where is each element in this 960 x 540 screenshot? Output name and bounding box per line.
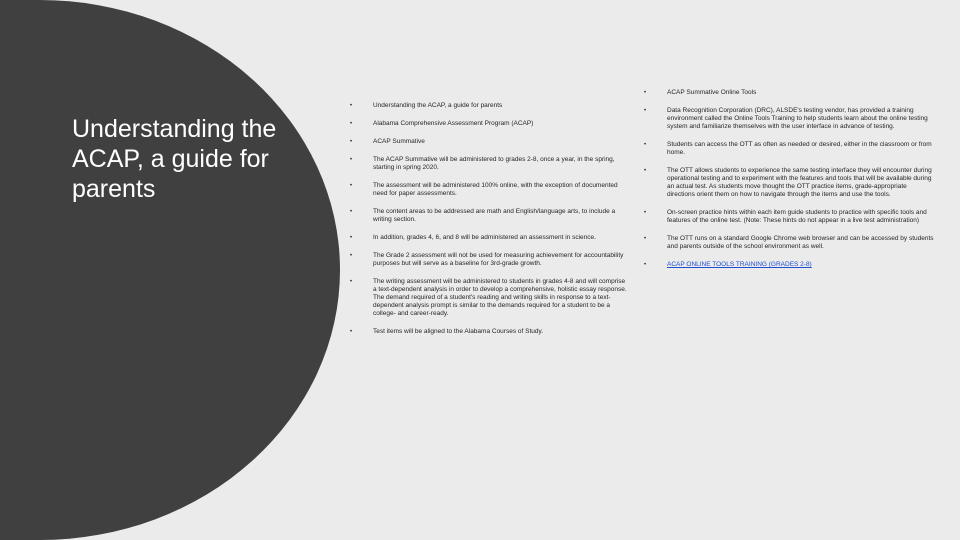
bullet-item: • Understanding the ACAP, a guide for parents [350,102,630,110]
ott-training-link[interactable]: ACAP ONLINE TOOLS TRAINING (GRADES 2-8) [667,261,812,268]
bullet-item: • Test items will be aligned to the Alabama Courses of Study. [350,328,630,336]
bullet-item: • ACAP Summative Online Tools [644,89,936,97]
left-bullet-list [350,102,630,336]
slide-title: Understanding the ACAP, a guide for parents [72,115,277,203]
bullet-item: • Students can access the OTT as often as needed or desired, either in the classroom or from home. [644,141,936,157]
bullet-item: • On-screen practice hints within each item guide students to practice with specific tools and features of the online test. (Note: These hints do not appear in a live test administration) [644,209,936,225]
bullet-item: • The ACAP Summative will be administered to grades 2-8, once a year, in the spring, starting in spring 2020. [350,156,630,172]
bullet-item: • ACAP Summative [350,138,630,146]
right-bullet-list [644,89,936,269]
bullet-item: • The OTT runs on a standard Google Chrome web browser and can be accessed by students and parents outside of the school environment as well. [644,235,936,251]
bullet-item: • Data Recognition Corporation (DRC), ALSDE's testing vendor, has provided a training environment called the Online Tools Training to help students learn about the online testing system and familiarize themselves with the user interface in advance of testing. [644,107,936,131]
bullet-item-link [644,261,936,269]
bullet-item: • The writing assessment will be administered to students in grades 4-8 and will comprise a text-dependent analysis in order to develop a comprehensive, holistic essay response. The demand required of a student's reading and writing skills in response to a text-dependent analysis prompt is similar to the demands required for a student to be a college- and career-ready. [350,278,630,318]
bullet-item: • Alabama Comprehensive Assessment Program (ACAP) [350,120,630,128]
bullet-item: • The assessment will be administered 100% online, with the exception of documented need for paper assessments. [350,182,630,198]
bullet-item: • The Grade 2 assessment will not be used for measuring achievement for accountability purposes but will serve as a baseline for 3rd-grade growth. [350,252,630,268]
bullet-item: • In addition, grades 4, 6, and 8 will be administered an assessment in science. [350,234,630,242]
bullet-item: • The OTT allows students to experience the same testing interface they will encounter during operational testing and to experiment with the features and tools that will be available during an actual test. As students move thought the OTT practice items, grade-appropriate directions orient them on how to navigate through the items and use the tools. [644,167,936,199]
title-panel [0,0,340,540]
bullet-item: • The content areas to be addressed are math and English/language arts, to include a writing section. [350,208,630,224]
